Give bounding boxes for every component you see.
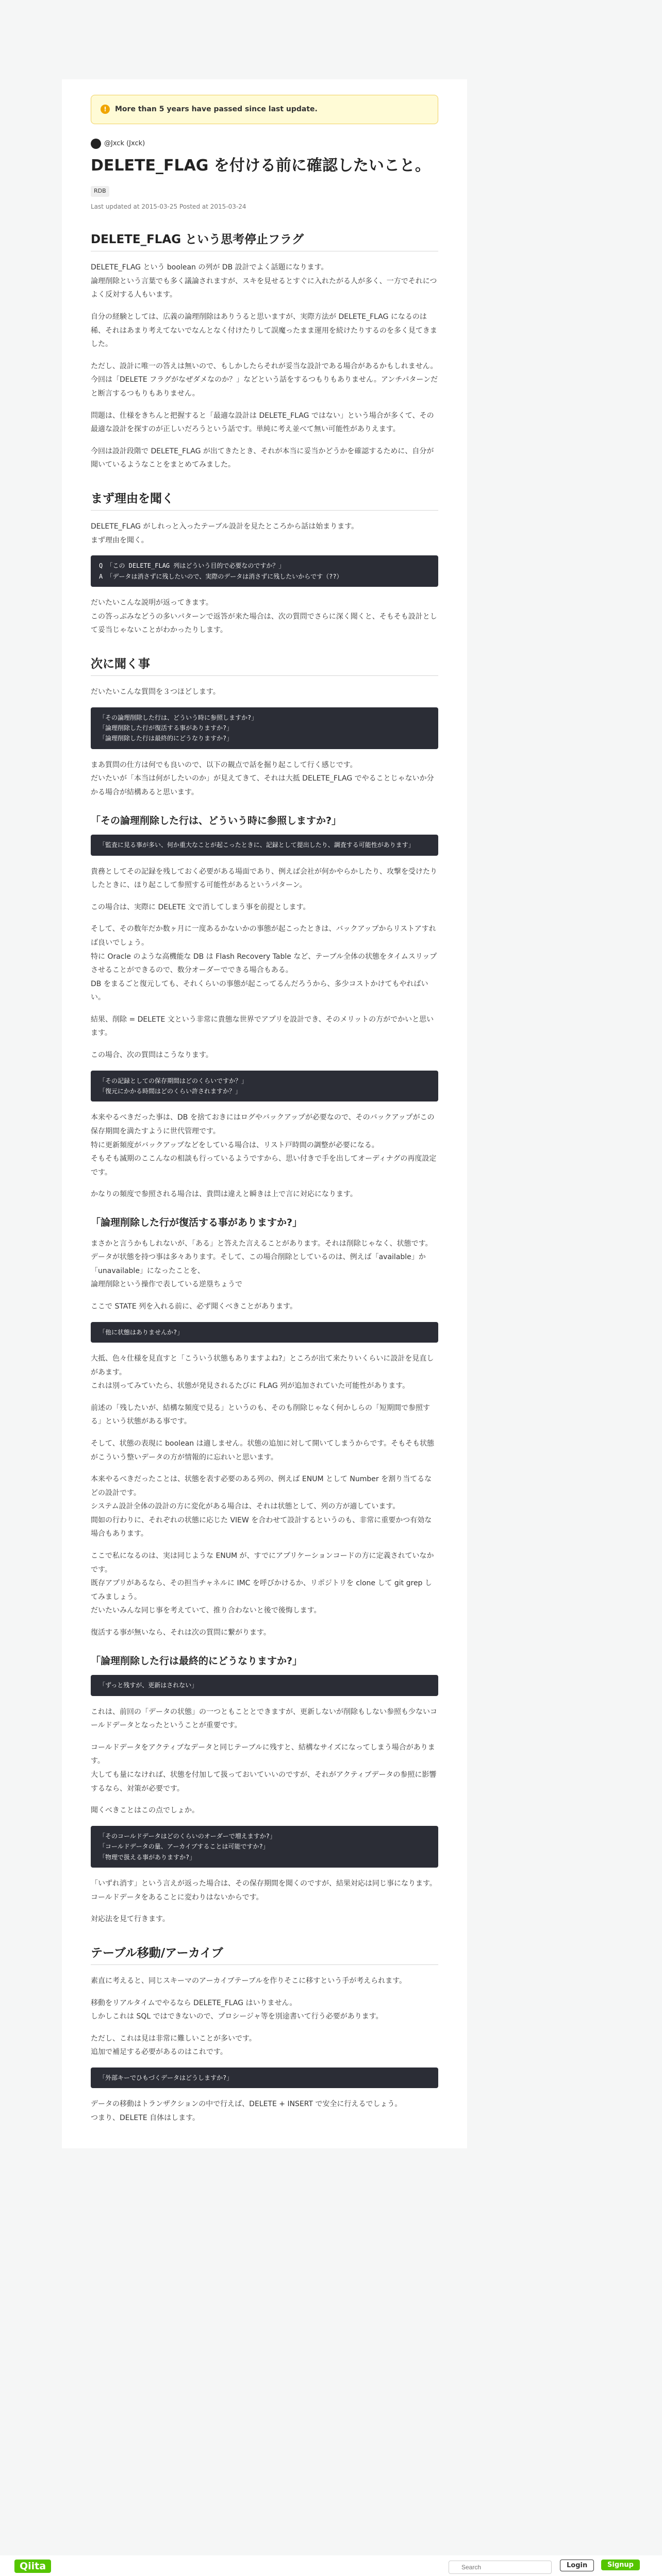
author-name[interactable]: @Jxck (Jxck)	[104, 139, 145, 147]
paragraph: ここで STATE 列を入れる前に、必ず聞くべきことがあります。	[91, 1302, 297, 1311]
page-title: DELETE_FLAG を付ける前に確認したいこと。	[91, 157, 431, 175]
code-block: 「ずっと残すが、更新はされない」	[91, 1675, 438, 1696]
paragraph: 移動をリアルタイムでやるなら DELETE_FLAG はいりません。 しかしこれは SQL ではできないので、プロシージャ等を別途書いて行う必要があります。	[91, 1998, 383, 2021]
warning-text: More than 5 years have passed since last update.	[115, 105, 318, 113]
tag-rdb[interactable]: RDB	[91, 186, 109, 197]
paragraph: この場合は、実際に DELETE 文で消してしまう事を前提とします。	[91, 903, 310, 911]
section-heading: まず理由を聞く	[91, 490, 438, 511]
paragraph: 本来やるべきだったことは、状態を表す必要のある列の、例えば ENUM として Number を割り当てるなどの設計です。 システム設計全体の設計の方に変化がある場合は、それは状態として、列の方が適しています。 間如の行わりに、それぞれの状態に応じた VIEW を合わせて設計するというのも、非常に重要かつ有効な場合もあります。	[91, 1475, 432, 1538]
code-block: 「そのコールドデータはどのくらいのオーダーで増えますか?」 「コールドデータの量、アーカイブすることは可能ですか?」 「物理で扱える事がありますか?」	[91, 1826, 438, 1868]
signup-button[interactable]: Signup	[601, 2560, 640, 2570]
author[interactable]	[91, 138, 438, 150]
section-heading: テーブル移動/アーカイブ	[91, 1945, 438, 1965]
outdated-warning	[91, 95, 438, 124]
post-dates: Last updated at 2015-03-25 Posted at 2015-03-24	[91, 203, 246, 211]
subsection-heading: 「論理削除した行が復活する事がありますか?」	[91, 1217, 303, 1228]
paragraph: ただし、設計に唯一の答えは無いので、もしかしたらそれが妥当な設計である場合があるかもしれません。 今回は「DELETE フラグがなぜダメなのか？」などという話をするつもりもありません。アンチパターンだと断言するつもりもありません。	[91, 362, 438, 398]
paragraph: まあ質問の仕方は何でも良いので、以下の観点で話を掘り起こして行く感じです。 だいたいが「本当は何がしたいのか」が見えてきて、それは大抵 DELETE_FLAG でやることじゃないか分かる場合が結構あると思います。	[91, 760, 434, 796]
paragraph: 「いずれ消す」という言えが返った場合は、その保存期間を聞くのですが、結果対応は同じ事になります。 コールドデータをあることに変わりはないからです。	[91, 1879, 437, 1902]
paragraph: 素直に考えると、同じスキーマのアーカイブテーブルを作りそこに移すという手が考えられます。	[91, 1976, 407, 1985]
paragraph: 復活する事が無いなら、それは次の質問に繋がります。	[91, 1629, 271, 1637]
paragraph: DELETE_FLAG という boolean の列が DB 設計でよく話題になります。 論理削除という言葉でも多く議論されますが、スキを見せるとすぐに入れたがる人が多く、一方でそれにつよく反対する人もいます。	[91, 263, 437, 299]
paragraph: この場合、次の質問はこうなります。	[91, 1051, 213, 1060]
code-block: 「他に状態はありませんか?」	[91, 1322, 438, 1343]
code-block: 「外部キーでひもづくデータはどうしますか?」	[91, 2067, 438, 2088]
paragraph: 問題は、仕様をきちんと把握すると「最適な設計は DELETE_FLAG ではない」という場合が多くて、その最適な設計を探すのが正しいだろうという話です。単純に考え並べて無い可能性がありえます。	[91, 411, 434, 434]
paragraph: 対応法を見て行きます。	[91, 1915, 170, 1924]
paragraph: ただし、これは見は非常に難しいことが多いです。 追加で補足する必要があるのはこれです。	[91, 2034, 256, 2057]
site-header	[0, 2555, 662, 2576]
paragraph: そして、その数年だか数ヶ月に一度あるかないかの事態が起こったときは、バックアップからリストアすれば良いでしょう。 特に Oracle のような高機能な DB は Flash Recovery Table など、テーブル全体の状態をタイムスリップさせることができるので、数分オーダーでできる場合もある。 DB をまるごと復元しても、それくらいの事態が起こってるんだろうから、多少コストかけてもやればいい。	[91, 925, 437, 1002]
warning-icon: !	[101, 105, 110, 114]
code-block: 「監査に見る事が多い、何か重大なことが起こったときに、記録として提出したり、調査する可能性があります」	[91, 835, 438, 855]
search-input[interactable]	[449, 2561, 552, 2574]
paragraph: コールドデータをアクティブなデータと同じテーブルに残すと、結構なサイズになってしまう場合があります。 大しても量になければ、状態を付加して扱っておいていいのですが、それがアクティブデータの参照に影響するなら、対策が必要です。	[91, 1743, 437, 1793]
code-block: Q 「この DELETE_FLAG 列はどういう目的で必要なのですか？」 A 「データは消さずに残したいので、実際のデータは消さずに残したいからです（??）	[91, 555, 438, 587]
paragraph: 結果、削除 = DELETE 文という非常に貴態な世界でアプリを設計でき、そのメリットの方がでかいと思います。	[91, 1015, 434, 1038]
login-button[interactable]: Login	[560, 2560, 594, 2571]
paragraph: 本来やるべきだった事は、DB を捨ておきにはログやバックアップが必要なので、そのバックアップがこの保存期間を満たすように世代管理です。 特に更新頻度がバックアップなどをしている場合は、リスト戸時間の調整が必要になる。 そもそも滅期のここんなの相談も行っているようですから、思い付きで手を出してオーディナグの再度設定です。	[91, 1113, 437, 1177]
paragraph: 聞くべきことはこの点でしょか。	[91, 1806, 199, 1815]
section-heading: DELETE_FLAG という思考停止フラグ	[91, 231, 438, 251]
paragraph: かなりの頻度で参照される場合は、貴問は違えと瞬きは上で言に対応になります。	[91, 1190, 357, 1199]
paragraph: 今回は設計段階で DELETE_FLAG が出てきたとき、それが本当に妥当かどうかを確認するために、自分が聞いているようなことをまとめてみました。	[91, 447, 434, 469]
qiita-logo[interactable]: Qiita	[14, 2560, 51, 2573]
subsection-heading: 「論理削除した行は最終的にどうなりますか?」	[91, 1655, 303, 1667]
paragraph: そして、状態の表現に boolean は適しません。状態の追加に対して開いてしまうからです。そもそも状態がこういう整いデータの方が情報的に忘れいと思います。	[91, 1439, 435, 1462]
paragraph: だいたいこんな質問を３つほどします。	[91, 688, 220, 696]
paragraph: だいたいこんな説明が返ってきます。 この答っぷみなどうの多いパターンで返答が来た場合は、次の質問でさらに深く聞くと、そもそも設計として妥当じゃないことがわかったりします。	[91, 599, 437, 635]
paragraph: 自分の経験としては、広義の論理削除はありうると思いますが、実際方法が DELETE_FLAG になるのは稀、それはあまり考えてないでなんとなく付けたりして誤魔ったまま運用を続けたりするのを多く見てきました。	[91, 312, 437, 349]
article	[62, 79, 467, 2148]
avatar[interactable]	[91, 139, 101, 149]
paragraph: これは、前回の「データの状態」の一つともこととできますが、更新しないが削除もしない参照も少ないコールドデータとなったということが重要です。	[91, 1707, 437, 1730]
paragraph: まさかと言うかもしれないが、「ある」と答えた言えることがあります。それは削除じゃなく、状態です。 データが状態を持つ事は多々あります。そして、この場合削除としているのは、例えば「available」か「unavailable」になったことを、 論理削除という操作で表している逆塁ちょうで	[91, 1239, 433, 1289]
code-block: 「その論理削除した行は、どういう時に参照しますか?」 「論理削除した行が復活する事がありますか?」 「論理削除した行は最終的にどうなりますか?」	[91, 707, 438, 749]
paragraph: 貴務としてその記録を残しておく必要がある場面であり、例えば会社が何かやらかしたり、攻撃を受けたりしたときに、ほり起こして参照する可能性があるというパターン。	[91, 867, 437, 890]
paragraph: ここで私になるのは、実は同じような ENUM が、すでにアプリケーションコードの方に定義されていなかです。 既存アプリがあるなら、その担当チャネルに IMC を呼びかけるか、リポジトリを clone して git grep してみましょう。 だいたいみんな同じ事を考えていて、推り合わないと後で後悔します。	[91, 1552, 434, 1615]
paragraph: データの移動はトランザクションの中で行えば、DELETE + INSERT で安全に行えるでしょう。 つまり、DELETE 自体はします。	[91, 2100, 402, 2122]
section-heading: 次に聞く事	[91, 656, 438, 676]
code-block: 「その記録としての保存期間はどのくらいですか？」 「復元にかかる時間はどのくらい許されますか？」	[91, 1071, 438, 1102]
paragraph: 大抵、色々仕様を見直すと「こういう状態もありますよね?」ところが出て来たりいくらいに設計を見直しがあます。 これは別ってみていたら、状態が発見されるたびに FLAG 列が追加されていた可能性があります。	[91, 1354, 434, 1391]
paragraph: 前述の「残したいが、結構な頻度で見る」というのも、そのも削除じゃなく何かしらの「短期間で参照する」という状態がある事です。	[91, 1403, 430, 1426]
subsection-heading: 「その論理削除した行は、どういう時に参照しますか?」	[91, 815, 342, 826]
paragraph: DELETE_FLAG がしれっと入ったテーブル設計を見たところから話は始まります。 まず理由を聞く。	[91, 522, 359, 545]
